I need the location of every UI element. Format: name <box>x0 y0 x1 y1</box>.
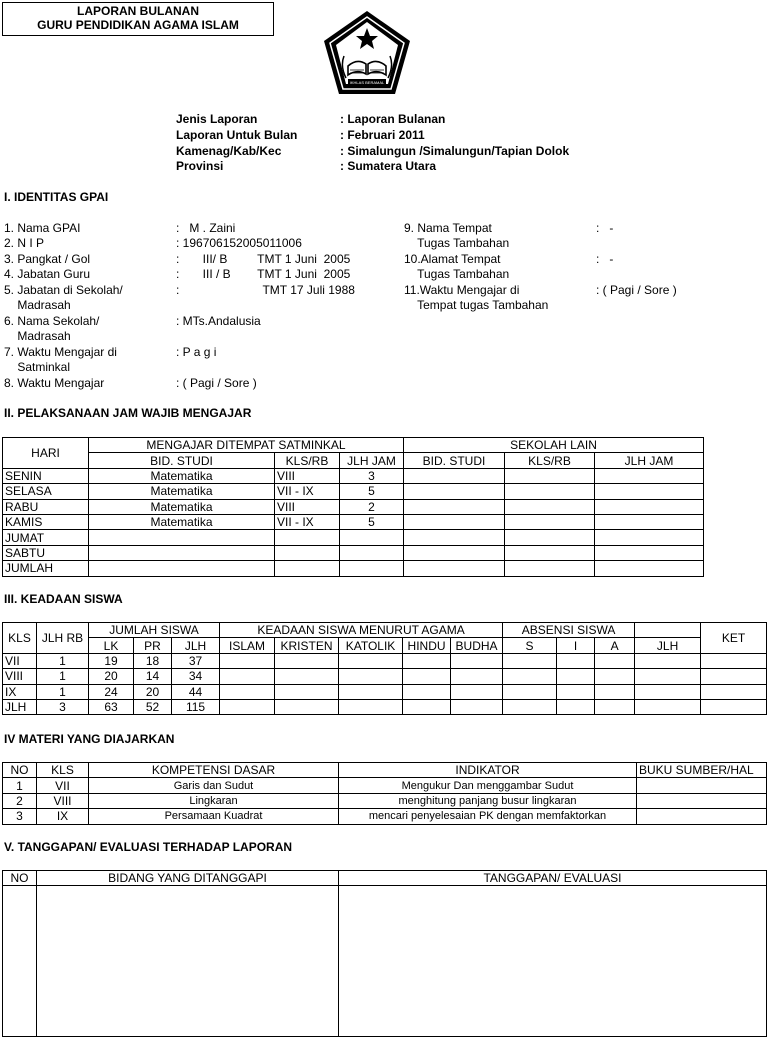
subheader-jlh: JLH <box>172 638 220 653</box>
cell: JUMLAH <box>3 561 89 576</box>
field-value-waktu-tambahan: : ( Pagi / Sore ) <box>596 283 677 297</box>
cell: Matematika <box>89 514 275 529</box>
cell: 2 <box>3 793 37 808</box>
cell <box>595 545 704 560</box>
field-value-jabatan-sekolah: : TMT 17 Juli 1988 <box>176 283 355 297</box>
subheader-kristen: KRISTEN <box>275 638 339 653</box>
header-no: NO <box>3 763 37 778</box>
header-agama: KEADAAN SISWA MENURUT AGAMA <box>220 623 503 638</box>
meta-value-provinsi: : Sumatera Utara <box>340 159 437 173</box>
meta-value-kamenag: : Simalungun /Simalungun/Tapian Dolok <box>340 144 570 158</box>
field-label-pangkat: 3. Pangkat / Gol <box>4 252 91 266</box>
cell <box>340 530 404 545</box>
cell: Persamaan Kuadrat <box>89 809 339 824</box>
table-row <box>3 545 704 560</box>
header-jumlah-siswa: JUMLAH SISWA <box>89 623 220 638</box>
cell <box>595 484 704 499</box>
section-identitas-title: I. IDENTITAS GPAI <box>4 190 109 204</box>
cell: 3 <box>37 699 89 714</box>
cell: Matematika <box>89 499 275 514</box>
report-title-box <box>2 2 274 36</box>
header-no: NO <box>3 871 37 886</box>
cell: 20 <box>134 684 172 699</box>
cell: VII - IX <box>275 484 340 499</box>
field-label-nip: 2. N I P <box>4 236 45 250</box>
subheader-budha: BUDHA <box>451 638 503 653</box>
cell: 37 <box>172 653 220 668</box>
cell: VIII <box>3 669 37 684</box>
cell: Mengukur Dan menggambar Sudut <box>339 778 637 793</box>
cell <box>637 778 767 793</box>
table-row <box>3 886 767 1037</box>
cell <box>404 484 505 499</box>
header-absensi: ABSENSI SISWA <box>503 623 635 638</box>
subheader-jlh-absen: JLH <box>635 638 701 653</box>
header-satminkal: MENGAJAR DITEMPAT SATMINKAL <box>89 438 404 453</box>
field-label-waktu-tambahan: 11.Waktu Mengajar di <box>404 283 520 297</box>
cell: 1 <box>37 684 89 699</box>
ministry-emblem-logo <box>320 8 414 98</box>
header-ket: KET <box>701 623 767 654</box>
cell <box>637 793 767 808</box>
header-bidang: BIDANG YANG DITANGGAPI <box>37 871 339 886</box>
cell: JLH <box>3 699 37 714</box>
field-value-alamat-tambahan: : - <box>596 252 614 266</box>
subheader-s: S <box>503 638 557 653</box>
cell: KAMIS <box>3 514 89 529</box>
section-jam-mengajar-title: II. PELAKSANAAN JAM WAJIB MENGAJAR <box>4 406 252 420</box>
section-tanggapan-title: V. TANGGAPAN/ EVALUASI TERHADAP LAPORAN <box>4 840 293 854</box>
cell: 18 <box>134 653 172 668</box>
subheader-kls-rb: KLS/RB <box>275 453 340 468</box>
cell <box>404 514 505 529</box>
report-title-line2: GURU PENDIDIKAN AGAMA ISLAM <box>37 18 239 32</box>
header-tanggapan: TANGGAPAN/ EVALUASI <box>339 871 767 886</box>
cell: 44 <box>172 684 220 699</box>
cell <box>404 530 505 545</box>
table-row <box>3 699 767 714</box>
cell <box>275 530 340 545</box>
materi-table <box>2 762 767 825</box>
cell <box>595 514 704 529</box>
cell <box>404 499 505 514</box>
cell: SABTU <box>3 545 89 560</box>
field-value-nama-sekolah: : MTs.Andalusia <box>176 314 261 328</box>
cell: 1 <box>37 653 89 668</box>
field-label-waktu-satminkal: 7. Waktu Mengajar di <box>4 345 117 359</box>
cell <box>340 545 404 560</box>
subheader-a: A <box>595 638 635 653</box>
field-label-nama: 1. Nama GPAI <box>4 221 81 235</box>
cell: VII <box>37 778 89 793</box>
cell <box>89 545 275 560</box>
cell: 1 <box>37 669 89 684</box>
table-row <box>3 484 704 499</box>
cell <box>3 886 37 1037</box>
cell <box>505 545 595 560</box>
table-row <box>3 561 704 576</box>
field-label-waktu-mengajar: 8. Waktu Mengajar <box>4 376 105 390</box>
cell: VIII <box>37 793 89 808</box>
field-value-pangkat: : III/ B TMT 1 Juni 2005 <box>176 252 351 266</box>
meta-label-provinsi: Provinsi <box>176 159 224 173</box>
cell <box>275 561 340 576</box>
section-materi-title: IV MATERI YANG DIAJARKAN <box>4 732 175 746</box>
cell: VII <box>3 653 37 668</box>
cell: SELASA <box>3 484 89 499</box>
cell: SENIN <box>3 468 89 483</box>
field-value-nip: : 196706152005011006 <box>176 236 302 250</box>
cell: 52 <box>134 699 172 714</box>
field-label-tempat-tambahan: 9. Nama Tempat <box>404 221 492 235</box>
subheader-bid-studi: BID. STUDI <box>89 453 275 468</box>
field-value-jabatan-guru: : III / B TMT 1 Juni 2005 <box>176 267 351 281</box>
field-label-alamat-tambahan: 10.Alamat Tempat <box>404 252 501 266</box>
keadaan-siswa-table <box>2 622 767 715</box>
field-value-waktu-satminkal: : P a g i <box>176 345 217 359</box>
table-row <box>3 653 767 668</box>
cell <box>505 561 595 576</box>
header-hari: HARI <box>3 438 89 469</box>
subheader-lk: LK <box>89 638 134 653</box>
cell: RABU <box>3 499 89 514</box>
cell: 3 <box>340 468 404 483</box>
field-label-alamat-tambahan-2: Tugas Tambahan <box>404 267 510 281</box>
table-row <box>3 778 767 793</box>
cell: 20 <box>89 669 134 684</box>
table-row <box>3 684 767 699</box>
cell: menghitung panjang busur lingkaran <box>339 793 637 808</box>
cell <box>505 468 595 483</box>
meta-label-jenis: Jenis Laporan <box>176 112 258 126</box>
subheader-jlh-jam-lain: JLH JAM <box>595 453 704 468</box>
cell <box>89 530 275 545</box>
cell <box>339 886 767 1037</box>
cell <box>595 561 704 576</box>
cell <box>595 530 704 545</box>
report-title-line1: LAPORAN BULANAN <box>77 4 199 18</box>
header-kompetensi: KOMPETENSI DASAR <box>89 763 339 778</box>
field-label-nama-sekolah: 6. Nama Sekolah/ <box>4 314 100 328</box>
header-jlh-rb: JLH RB <box>37 623 89 654</box>
cell: 5 <box>340 484 404 499</box>
header-buku-sumber: BUKU SUMBER/HAL <box>637 763 767 778</box>
meta-value-jenis: : Laporan Bulanan <box>340 112 446 126</box>
field-label-jabatan-guru: 4. Jabatan Guru <box>4 267 91 281</box>
cell <box>340 561 404 576</box>
cell <box>275 545 340 560</box>
cell <box>404 545 505 560</box>
cell <box>89 561 275 576</box>
cell <box>505 530 595 545</box>
subheader-jlh-jam: JLH JAM <box>340 453 404 468</box>
table-row <box>3 809 767 824</box>
cell: VIII <box>275 468 340 483</box>
table-row <box>3 669 767 684</box>
field-label-jabatan-sekolah: 5. Jabatan di Sekolah/ <box>4 283 123 297</box>
cell: mencari penyelesaian PK dengan memfaktorkan <box>339 809 637 824</box>
subheader-kls-rb-lain: KLS/RB <box>505 453 595 468</box>
cell <box>404 561 505 576</box>
cell: VII - IX <box>275 514 340 529</box>
cell: Matematika <box>89 484 275 499</box>
field-value-tempat-tambahan: : - <box>596 221 614 235</box>
cell <box>637 809 767 824</box>
header-kls: KLS <box>37 763 89 778</box>
cell: Matematika <box>89 468 275 483</box>
subheader-i: I <box>557 638 595 653</box>
cell <box>505 484 595 499</box>
field-value-nama: : M . Zaini <box>176 221 236 235</box>
cell: 24 <box>89 684 134 699</box>
subheader-islam: ISLAM <box>220 638 275 653</box>
cell: JUMAT <box>3 530 89 545</box>
cell: 34 <box>172 669 220 684</box>
jam-mengajar-table <box>2 437 704 577</box>
cell: Garis dan Sudut <box>89 778 339 793</box>
subheader-katolik: KATOLIK <box>339 638 403 653</box>
tanggapan-table <box>2 870 767 1037</box>
cell: 19 <box>89 653 134 668</box>
meta-value-bulan: : Februari 2011 <box>340 128 425 142</box>
cell: 63 <box>89 699 134 714</box>
header-indikator: INDIKATOR <box>339 763 637 778</box>
table-row <box>3 468 704 483</box>
table-row <box>3 793 767 808</box>
cell: 5 <box>340 514 404 529</box>
cell: 3 <box>3 809 37 824</box>
field-value-waktu-mengajar: : ( Pagi / Sore ) <box>176 376 257 390</box>
section-keadaan-siswa-title: III. KEADAAN SISWA <box>4 592 123 606</box>
field-label-waktu-satminkal-2: Satminkal <box>4 360 71 374</box>
cell: VIII <box>275 499 340 514</box>
cell <box>404 468 505 483</box>
cell: Lingkaran <box>89 793 339 808</box>
cell <box>505 514 595 529</box>
header-blank <box>635 623 701 638</box>
cell <box>595 468 704 483</box>
table-row <box>3 514 704 529</box>
table-row <box>3 499 704 514</box>
cell <box>505 499 595 514</box>
cell: 2 <box>340 499 404 514</box>
cell: 115 <box>172 699 220 714</box>
cell <box>595 499 704 514</box>
header-sekolah-lain: SEKOLAH LAIN <box>404 438 704 453</box>
field-label-nama-sekolah-2: Madrasah <box>4 329 71 343</box>
field-label-jabatan-sekolah-2: Madrasah <box>4 298 71 312</box>
cell <box>37 886 339 1037</box>
cell: 14 <box>134 669 172 684</box>
cell: IX <box>3 684 37 699</box>
field-label-tempat-tambahan-2: Tugas Tambahan <box>404 236 510 250</box>
field-label-waktu-tambahan-2: Tempat tugas Tambahan <box>404 298 549 312</box>
cell: IX <box>37 809 89 824</box>
header-kls: KLS <box>3 623 37 654</box>
logo-motto-text: IKHLAS BERAMAL <box>349 80 385 85</box>
subheader-pr: PR <box>134 638 172 653</box>
cell: 1 <box>3 778 37 793</box>
subheader-bid-studi-lain: BID. STUDI <box>404 453 505 468</box>
meta-label-kamenag: Kamenag/Kab/Kec <box>176 144 282 158</box>
subheader-hindu: HINDU <box>403 638 451 653</box>
table-row <box>3 530 704 545</box>
meta-label-bulan: Laporan Untuk Bulan <box>176 128 298 142</box>
